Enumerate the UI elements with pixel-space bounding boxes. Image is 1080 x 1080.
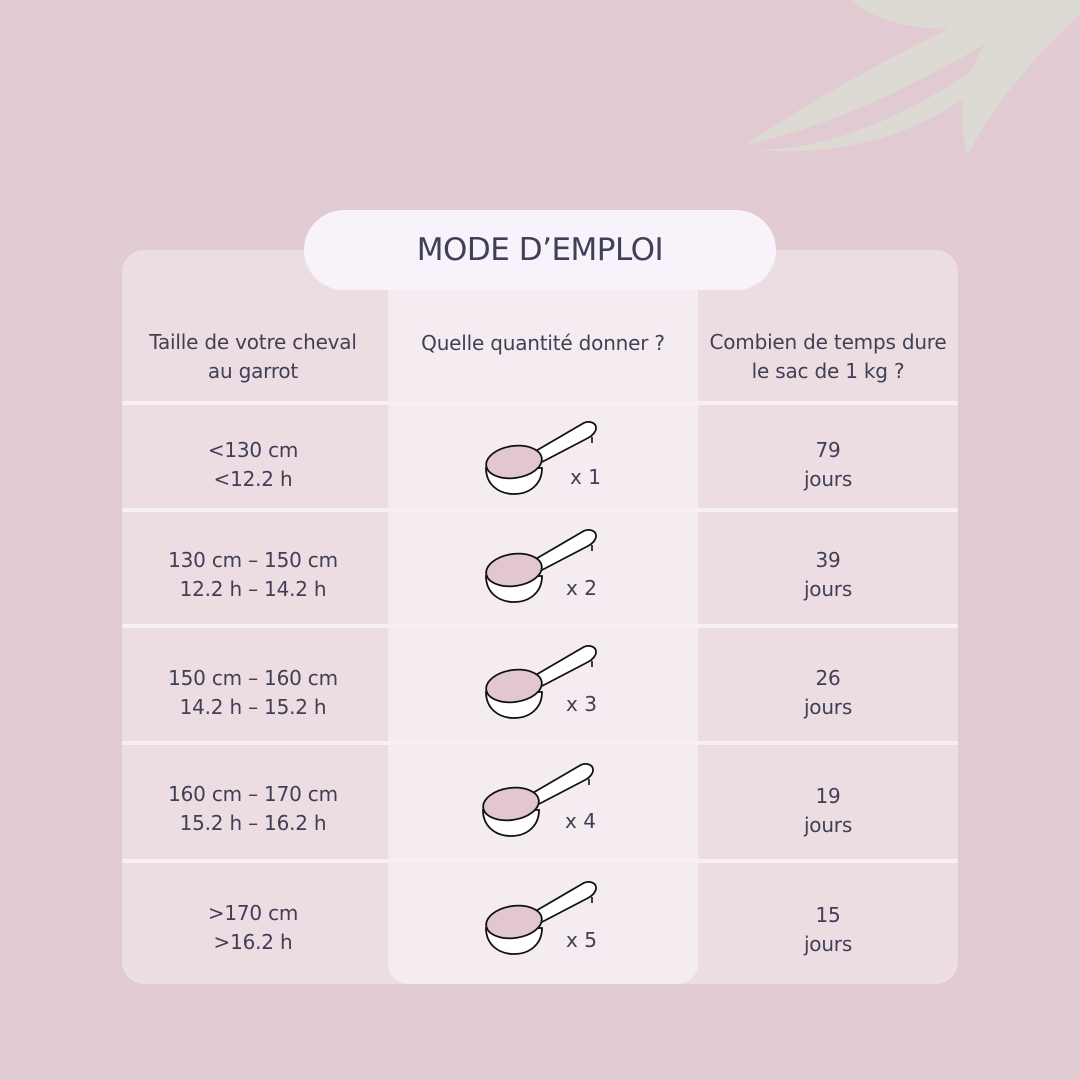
title-pill	[304, 210, 776, 290]
days-value: 39	[815, 548, 841, 572]
size-hands: >16.2 h	[213, 930, 293, 954]
days-value: 19	[815, 784, 841, 808]
page-title: MODE D’EMPLOI	[416, 232, 664, 268]
header-quantity-text: Quelle quantité donner ?	[421, 330, 665, 355]
row-divider	[122, 401, 958, 405]
size-cm: 130 cm – 150 cm	[168, 548, 338, 572]
days-value: 15	[815, 903, 841, 927]
scoop-count: x 4	[565, 809, 596, 833]
table-row-2-quantity	[388, 526, 698, 606]
days-value: 26	[815, 666, 841, 690]
days-unit: jours	[803, 695, 853, 719]
days-unit: jours	[803, 577, 853, 601]
header-size-line1: Taille de votre cheval	[149, 330, 357, 354]
table-row-5-size	[122, 883, 384, 973]
table-row-2-duration	[698, 530, 958, 620]
header-quantity	[388, 312, 698, 374]
scoop-count: x 3	[566, 692, 597, 716]
table-row-4-quantity	[388, 760, 698, 840]
instructions-table	[122, 250, 958, 984]
table-row-5-quantity	[388, 878, 698, 958]
table-row-4-size	[122, 764, 384, 854]
size-hands: <12.2 h	[213, 467, 293, 491]
header-duration-line1: Combien de temps dure	[709, 330, 947, 354]
header-duration-line2: le sac de 1 kg ?	[751, 359, 905, 383]
row-divider	[122, 508, 958, 512]
size-cm: >170 cm	[207, 901, 299, 925]
size-hands: 15.2 h – 16.2 h	[179, 811, 327, 835]
days-unit: jours	[803, 813, 853, 837]
row-divider	[122, 741, 958, 745]
row-divider	[122, 624, 958, 628]
header-size	[122, 312, 384, 402]
row-divider	[122, 859, 958, 863]
table-row-1-quantity	[388, 418, 698, 498]
table-row-3-duration	[698, 648, 958, 738]
table-row-1-size	[122, 420, 384, 510]
days-value: 79	[815, 438, 841, 462]
scoop-count: x 5	[566, 928, 597, 952]
table-row-1-duration	[698, 420, 958, 510]
size-cm: 160 cm – 170 cm	[168, 782, 338, 806]
table-row-5-duration	[698, 885, 958, 975]
scoop-count: x 1	[570, 465, 601, 489]
size-hands: 14.2 h – 15.2 h	[179, 695, 327, 719]
size-hands: 12.2 h – 14.2 h	[179, 577, 327, 601]
size-cm: 150 cm – 160 cm	[168, 666, 338, 690]
header-duration	[698, 312, 958, 402]
header-size-line2: au garrot	[207, 359, 299, 383]
scoop-count: x 2	[566, 576, 597, 600]
table-row-2-size	[122, 530, 384, 620]
table-row-3-size	[122, 648, 384, 738]
days-unit: jours	[803, 467, 853, 491]
days-unit: jours	[803, 932, 853, 956]
table-row-3-quantity	[388, 642, 698, 722]
table-row-4-duration	[698, 766, 958, 856]
size-cm: <130 cm	[207, 438, 299, 462]
